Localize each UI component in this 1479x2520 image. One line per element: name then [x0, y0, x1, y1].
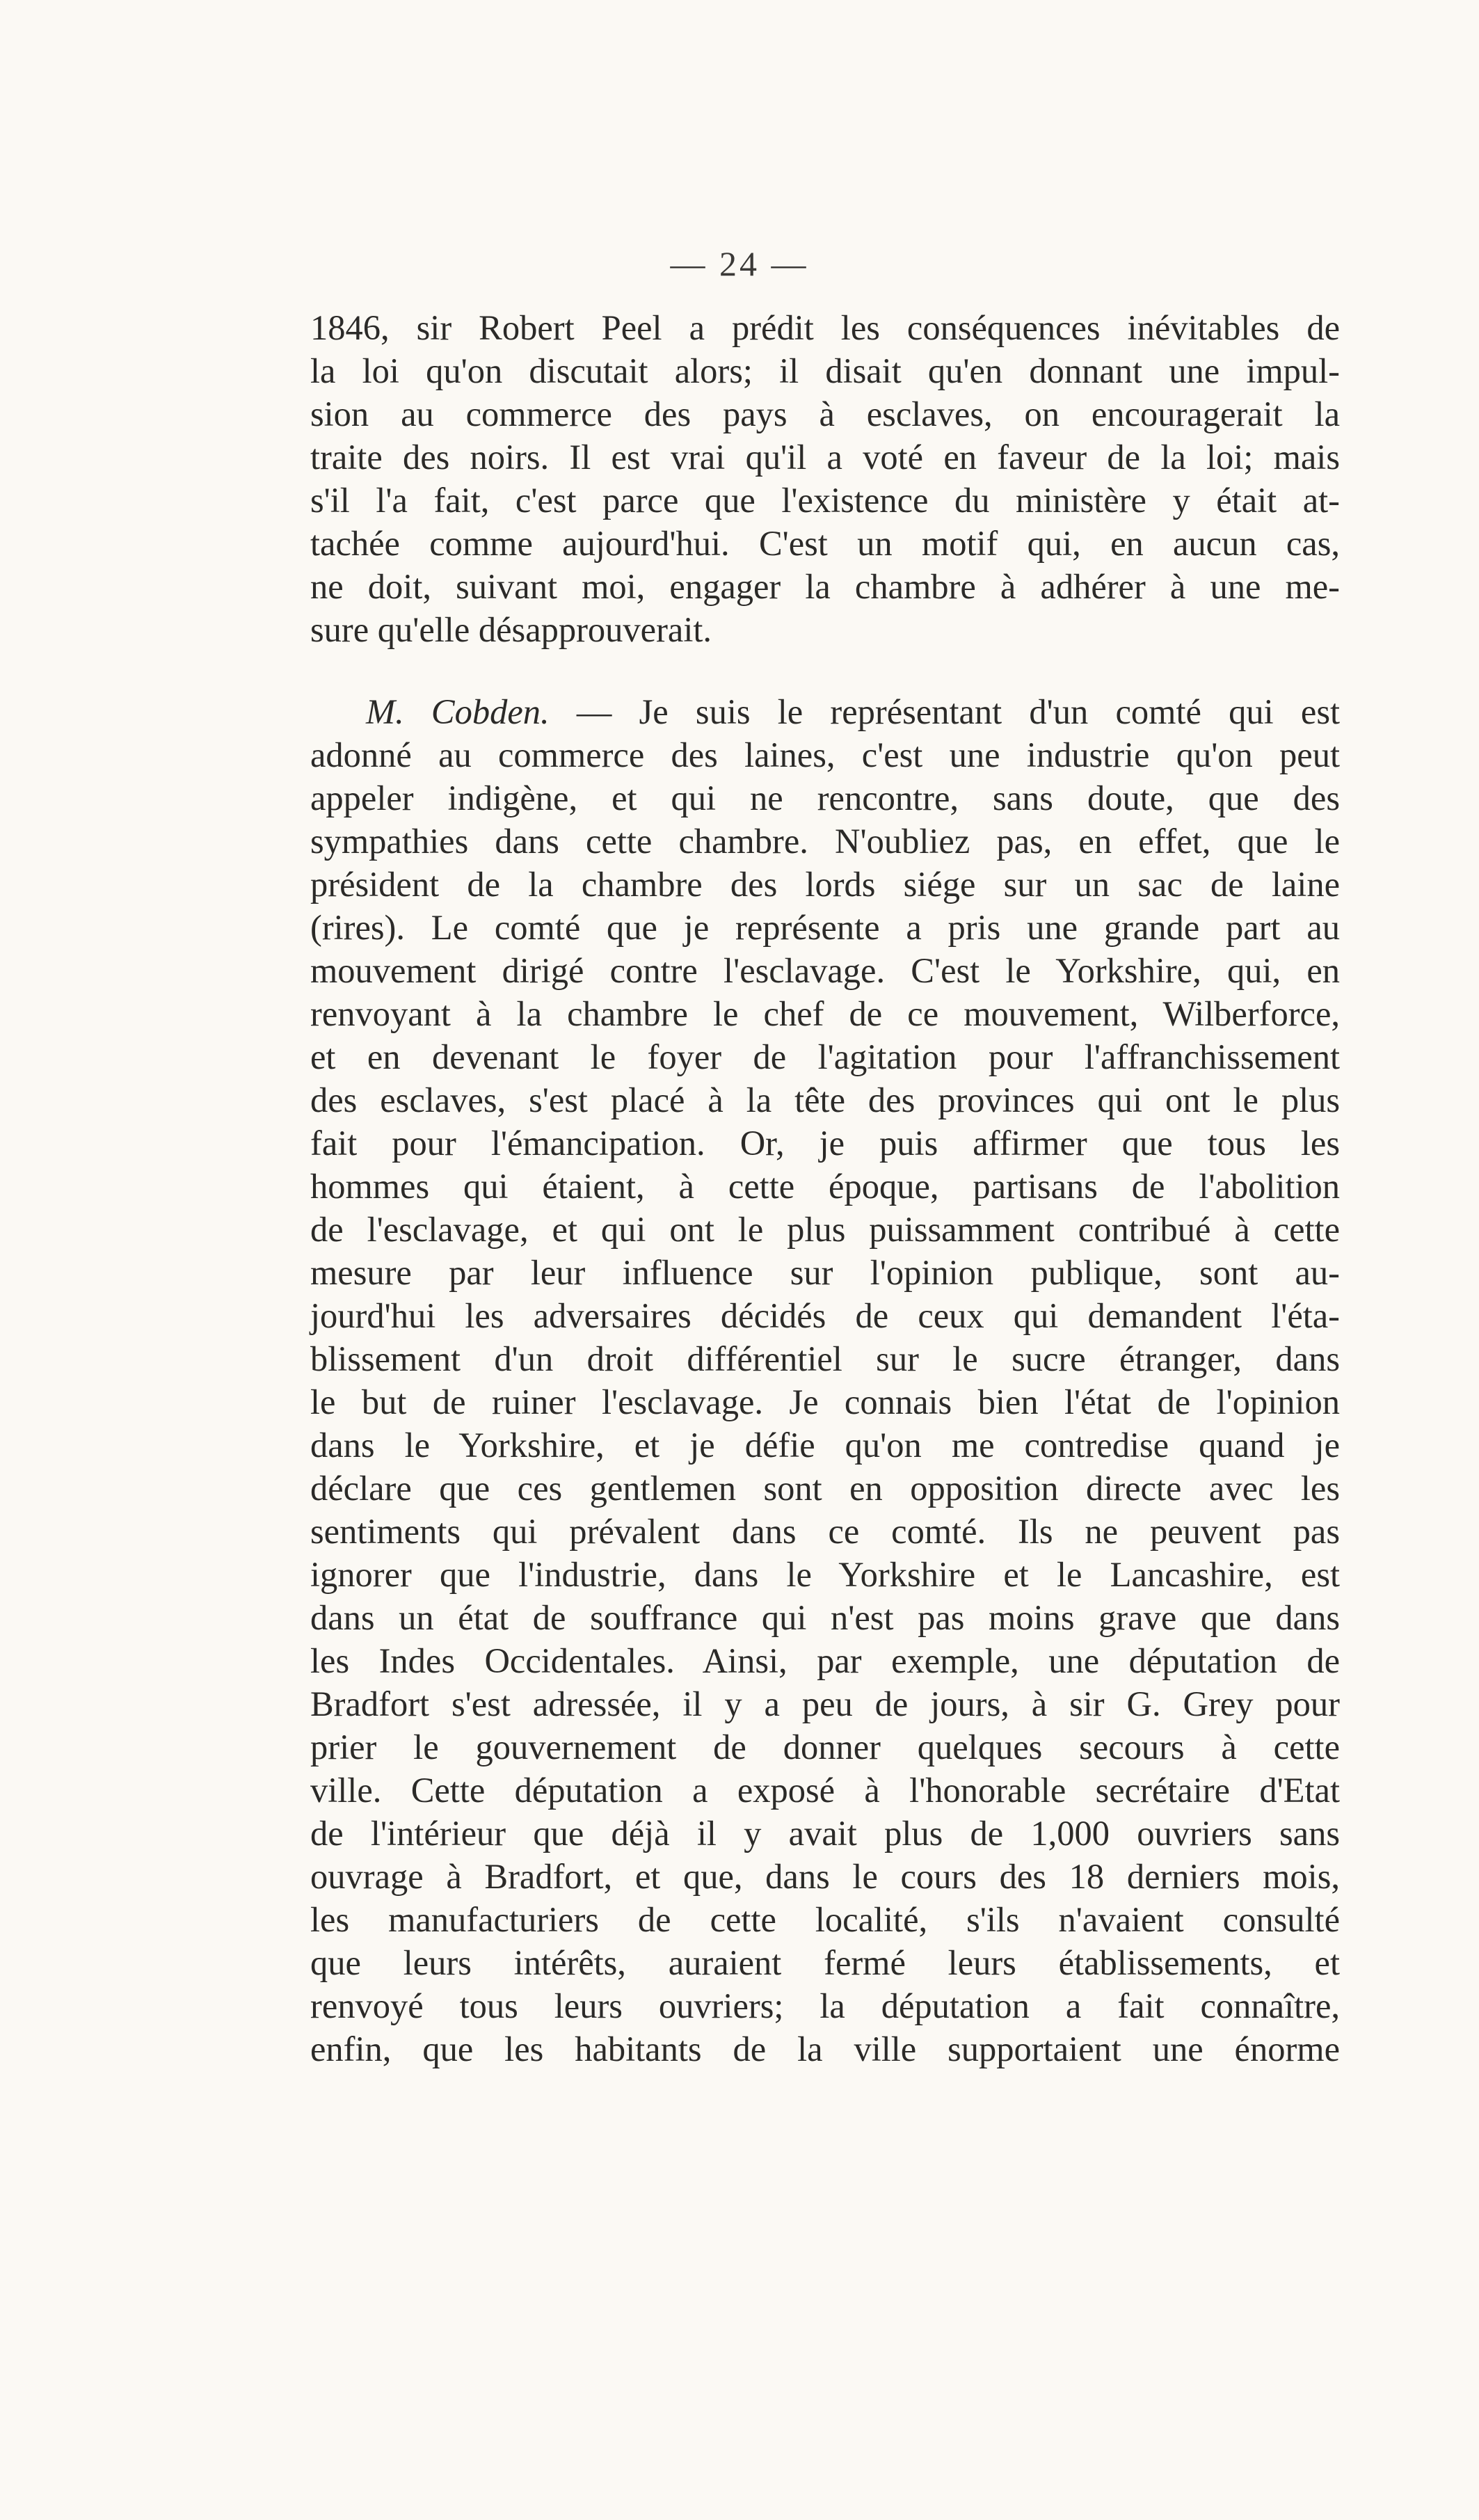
speaker-line-text: — Je suis le représentant d'un comté qui est — [549, 692, 1340, 731]
text-line: que leurs intérêts, auraient fermé leurs établissements, et — [310, 1943, 1340, 1982]
page-number: — 24 — — [670, 244, 809, 283]
text-line: les Indes Occidentales. Ainsi, par exemple, une députation de — [310, 1641, 1340, 1680]
text-line: ouvrage à Bradfort, et que, dans le cours des 18 derniers mois, — [310, 1857, 1340, 1896]
text-line: fait pour l'émancipation. Or, je puis affirmer que tous les — [310, 1124, 1340, 1163]
text-line: mouvement dirigé contre l'esclavage. C'est le Yorkshire, qui, en — [310, 951, 1340, 990]
text-line: déclare que ces gentlemen sont en opposition directe avec les — [310, 1469, 1340, 1508]
text-line: (rires). Le comté que je représente a pris une grande part au — [310, 908, 1340, 947]
paragraph-cobden — [310, 690, 1340, 2071]
text-line: renvoyé tous leurs ouvriers; la députation a fait connaître, — [310, 1986, 1340, 2025]
text-line: hommes qui étaient, à cette époque, partisans de l'abolition — [310, 1167, 1340, 1206]
text-line: prier le gouvernement de donner quelques secours à cette — [310, 1728, 1340, 1767]
text-line: mesure par leur influence sur l'opinion publique, sont au- — [310, 1253, 1340, 1292]
text-line: sentiments qui prévalent dans ce comté. Ils ne peuvent pas — [310, 1512, 1340, 1551]
text-line: de l'intérieur que déjà il y avait plus de 1,000 ouvriers sans — [310, 1814, 1340, 1853]
text-line: renvoyant à la chambre le chef de ce mouvement, Wilberforce, — [310, 994, 1340, 1033]
text-line: le but de ruiner l'esclavage. Je connais bien l'état de l'opinion — [310, 1382, 1340, 1421]
text-line: président de la chambre des lords siége sur un sac de laine — [310, 865, 1340, 904]
text-line: ne doit, suivant moi, engager la chambre à adhérer à une me- — [310, 567, 1340, 606]
text-line: ville. Cette députation a exposé à l'honorable secrétaire d'Etat — [310, 1771, 1340, 1810]
text-line: la loi qu'on discutait alors; il disait qu'en donnant une impul- — [310, 351, 1340, 390]
speaker-line — [310, 690, 1340, 733]
text-line: enfin, que les habitants de la ville supportaient une énorme — [310, 2029, 1340, 2068]
text-line: adonné au commerce des laines, c'est une industrie qu'on peut — [310, 735, 1340, 774]
paragraph-peel — [310, 306, 1340, 651]
text-line: les manufacturiers de cette localité, s'ils n'avaient consulté — [310, 1900, 1340, 1939]
speaker-name: M. Cobden. — [366, 692, 550, 731]
text-line: dans le Yorkshire, et je défie qu'on me contredise quand je — [310, 1426, 1340, 1465]
text-line: dans un état de souffrance qui n'est pas moins grave que dans — [310, 1598, 1340, 1637]
text-line: s'il l'a fait, c'est parce que l'existence du ministère y était at- — [310, 481, 1340, 520]
text-line: ignorer que l'industrie, dans le Yorkshire et le Lancashire, est — [310, 1555, 1340, 1594]
text-line: de l'esclavage, et qui ont le plus puissamment contribué à cette — [310, 1210, 1340, 1249]
text-line: sure qu'elle désapprouverait. — [310, 610, 712, 649]
text-line: des esclaves, s'est placé à la tête des provinces qui ont le plus — [310, 1080, 1340, 1119]
text-line: blissement d'un droit différentiel sur le sucre étranger, dans — [310, 1339, 1340, 1378]
text-line: Bradfort s'est adressée, il y a peu de jours, à sir G. Grey pour — [310, 1684, 1340, 1723]
text-line: 1846, sir Robert Peel a prédit les conséquences inévitables de — [310, 308, 1340, 347]
text-line: appeler indigène, et qui ne rencontre, sans doute, que des — [310, 779, 1340, 818]
text-line: tachée comme aujourd'hui. C'est un motif qui, en aucun cas, — [310, 524, 1340, 563]
text-line: jourd'hui les adversaires décidés de ceux qui demandent l'éta- — [310, 1296, 1340, 1335]
text-line: et en devenant le foyer de l'agitation pour l'affranchissement — [310, 1037, 1340, 1076]
text-line: traite des noirs. Il est vrai qu'il a voté en faveur de la loi; mais — [310, 438, 1340, 477]
text-line: sion au commerce des pays à esclaves, on encouragerait la — [310, 394, 1340, 433]
text-line: sympathies dans cette chambre. N'oubliez pas, en effet, que le — [310, 822, 1340, 861]
